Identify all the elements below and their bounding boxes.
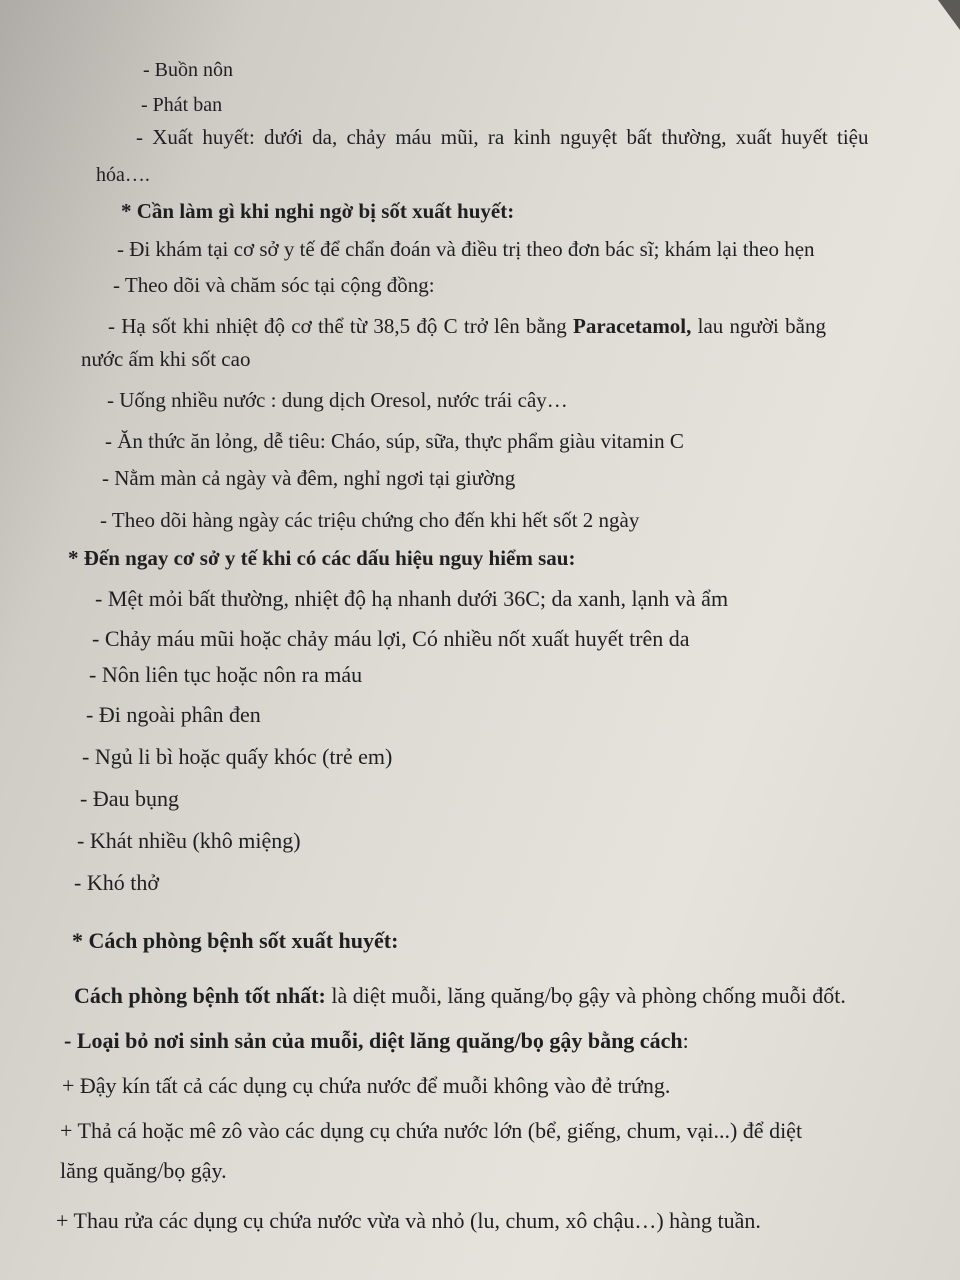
danger-thirst: - Khát nhiều (khô miệng) — [77, 828, 301, 853]
advice-drink: - Uống nhiều nước : dung dịch Oresol, nước trái cây… — [107, 388, 568, 412]
page-corner-shadow — [938, 0, 960, 30]
paracetamol-label: Paracetamol, — [573, 314, 692, 338]
heading-what-to-do: * Cần làm gì khi nghi ngờ bị sốt xuất huyết: — [121, 199, 515, 223]
advice-eat: - Ăn thức ăn lỏng, dễ tiêu: Cháo, súp, sữa, thực phẩm giàu vitamin C — [105, 429, 684, 453]
danger-vomiting: - Nôn liên tục hoặc nôn ra máu — [89, 662, 363, 687]
advice-fever-cont: nước ấm khi sốt cao — [81, 347, 251, 371]
heading-danger-signs: * Đến ngay cơ sở y tế khi có các dấu hiệu nguy hiểm sau: — [68, 546, 576, 570]
advice-monitor: - Theo dõi và chăm sóc tại cộng đồng: — [113, 273, 435, 297]
prevention-best-label: Cách phòng bệnh tốt nhất: — [74, 983, 326, 1008]
prevention-cover-containers: + Đậy kín tất cả các dụng cụ chứa nước để muỗi không vào đẻ trứng. — [62, 1073, 671, 1098]
danger-black-stool: - Đi ngoài phân đen — [86, 702, 261, 727]
advice-rest: - Nằm màn cả ngày và đêm, nghỉ ngơi tại giường — [102, 466, 516, 490]
danger-bleeding: - Chảy máu mũi hoặc chảy máu lợi, Có nhiều nốt xuất huyết trên da — [92, 626, 690, 651]
prevention-best — [74, 985, 846, 1007]
advice-fever-tail: lau người bằng — [691, 314, 826, 338]
danger-abdominal-pain: - Đau bụng — [80, 786, 179, 811]
heading-prevention: * Cách phòng bệnh sốt xuất huyết: — [72, 928, 399, 953]
danger-drowsy: - Ngủ li bì hoặc quấy khóc (trẻ em) — [82, 744, 393, 769]
danger-breathing: - Khó thở — [74, 870, 159, 895]
advice-track: - Theo dõi hàng ngày các triệu chứng cho đến khi hết sốt 2 ngày — [100, 508, 640, 532]
symptom-bleeding-cont: hóa…. — [96, 164, 150, 186]
symptom-rash: - Phát ban — [141, 94, 223, 116]
prevention-best-text: là diệt muỗi, lăng quăng/bọ gậy và phòng chống muỗi đốt. — [325, 983, 846, 1008]
symptom-bleeding: - Xuất huyết: dưới da, chảy máu mũi, ra kinh nguyệt bất thường, xuất huyết tiệu — [136, 125, 869, 149]
symptom-nausea: - Buồn nôn — [143, 59, 233, 81]
advice-visit-clinic: - Đi khám tại cơ sở y tế để chẩn đoán và điều trị theo đơn bác sĩ; khám lại theo hẹn — [117, 237, 815, 261]
prevention-fish: + Thả cá hoặc mê zô vào các dụng cụ chứa nước lớn (bể, giếng, chum, vại...) để diệt — [60, 1118, 803, 1143]
advice-fever — [108, 316, 826, 337]
prevention-remove-breeding — [64, 1030, 689, 1052]
prevention-remove-colon: : — [682, 1028, 689, 1053]
prevention-fish-cont: lăng quăng/bọ gậy. — [60, 1158, 227, 1183]
advice-fever-text: - Hạ sốt khi nhiệt độ cơ thể từ 38,5 độ C trở lên bằng — [108, 314, 574, 338]
danger-fatigue: - Mệt mỏi bất thường, nhiệt độ hạ nhanh dưới 36C; da xanh, lạnh và ẩm — [95, 586, 729, 611]
prevention-remove-label: - Loại bỏ nơi sinh sản của muỗi, diệt lăng quăng/bọ gậy bằng cách — [64, 1028, 683, 1053]
prevention-wash: + Thau rửa các dụng cụ chứa nước vừa và nhỏ (lu, chum, xô chậu…) hàng tuần. — [56, 1208, 761, 1233]
